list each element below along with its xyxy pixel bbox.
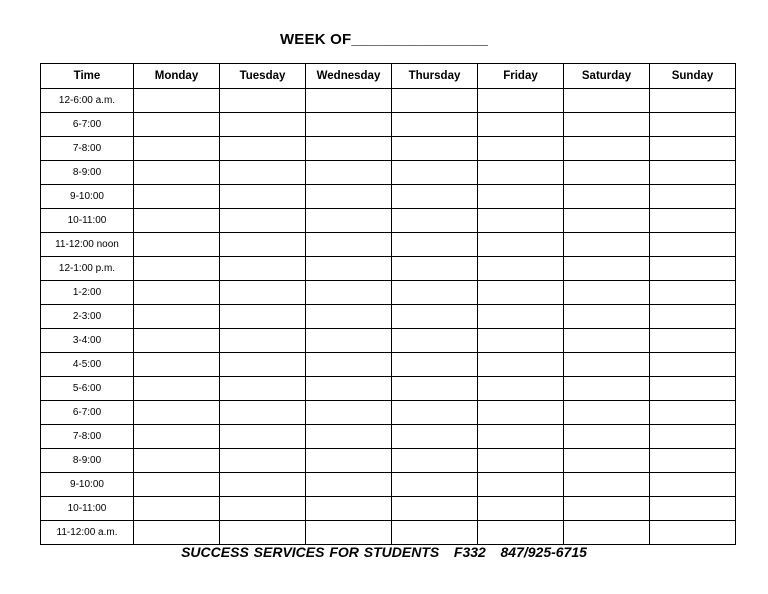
time-slot-label: 3-4:00 xyxy=(41,329,134,353)
schedule-cell-sunday[interactable] xyxy=(650,377,736,401)
schedule-cell-monday[interactable] xyxy=(134,185,220,209)
schedule-cell-friday[interactable] xyxy=(478,185,564,209)
time-slot-label: 11-12:00 noon xyxy=(41,233,134,257)
schedule-cell-wednesday[interactable] xyxy=(306,257,392,281)
schedule-cell-thursday[interactable] xyxy=(392,185,478,209)
time-slot-label: 4-5:00 xyxy=(41,353,134,377)
schedule-cell-sunday[interactable] xyxy=(650,401,736,425)
schedule-cell-tuesday[interactable] xyxy=(220,329,306,353)
schedule-cell-wednesday[interactable] xyxy=(306,161,392,185)
schedule-cell-wednesday[interactable] xyxy=(306,401,392,425)
schedule-cell-thursday[interactable] xyxy=(392,401,478,425)
schedule-cell-monday[interactable] xyxy=(134,281,220,305)
time-slot-label: 5-6:00 xyxy=(41,377,134,401)
footer-text: SUCCESS SERVICES FOR STUDENTS F332 847/925-6715 xyxy=(181,544,587,560)
schedule-cell-monday[interactable] xyxy=(134,497,220,521)
table-row xyxy=(41,497,736,521)
schedule-cell-thursday[interactable] xyxy=(392,353,478,377)
schedule-cell-thursday[interactable] xyxy=(392,449,478,473)
schedule-cell-tuesday[interactable] xyxy=(220,497,306,521)
schedule-cell-monday[interactable] xyxy=(134,113,220,137)
table-row xyxy=(41,209,736,233)
column-header-monday: Monday xyxy=(134,64,220,89)
schedule-cell-tuesday[interactable] xyxy=(220,305,306,329)
schedule-cell-sunday[interactable] xyxy=(650,353,736,377)
schedule-cell-sunday[interactable] xyxy=(650,305,736,329)
schedule-cell-sunday[interactable] xyxy=(650,209,736,233)
schedule-cell-friday[interactable] xyxy=(478,353,564,377)
schedule-cell-thursday[interactable] xyxy=(392,209,478,233)
schedule-cell-friday[interactable] xyxy=(478,209,564,233)
schedule-cell-tuesday[interactable] xyxy=(220,113,306,137)
schedule-cell-monday[interactable] xyxy=(134,257,220,281)
time-slot-label: 12-1:00 p.m. xyxy=(41,257,134,281)
schedule-cell-wednesday[interactable] xyxy=(306,329,392,353)
table-row xyxy=(41,113,736,137)
schedule-cell-wednesday[interactable] xyxy=(306,473,392,497)
schedule-cell-saturday[interactable] xyxy=(564,425,650,449)
schedule-cell-saturday[interactable] xyxy=(564,113,650,137)
schedule-cell-friday[interactable] xyxy=(478,137,564,161)
schedule-cell-thursday[interactable] xyxy=(392,161,478,185)
weekly-schedule-table xyxy=(40,63,736,545)
schedule-cell-monday[interactable] xyxy=(134,401,220,425)
schedule-cell-saturday[interactable] xyxy=(564,161,650,185)
column-header-wednesday: Wednesday xyxy=(306,64,392,89)
schedule-cell-thursday[interactable] xyxy=(392,521,478,545)
table-row xyxy=(41,305,736,329)
schedule-cell-sunday[interactable] xyxy=(650,497,736,521)
time-slot-label: 11-12:00 a.m. xyxy=(41,521,134,545)
schedule-cell-friday[interactable] xyxy=(478,305,564,329)
schedule-cell-friday[interactable] xyxy=(478,161,564,185)
table-row xyxy=(41,233,736,257)
schedule-cell-sunday[interactable] xyxy=(650,281,736,305)
schedule-cell-sunday[interactable] xyxy=(650,161,736,185)
schedule-cell-tuesday[interactable] xyxy=(220,137,306,161)
time-slot-label: 9-10:00 xyxy=(41,473,134,497)
schedule-cell-thursday[interactable] xyxy=(392,281,478,305)
table-row xyxy=(41,473,736,497)
schedule-cell-wednesday[interactable] xyxy=(306,137,392,161)
schedule-cell-friday[interactable] xyxy=(478,473,564,497)
schedule-cell-friday[interactable] xyxy=(478,281,564,305)
schedule-cell-monday[interactable] xyxy=(134,137,220,161)
schedule-cell-saturday[interactable] xyxy=(564,209,650,233)
schedule-cell-saturday[interactable] xyxy=(564,473,650,497)
table-row xyxy=(41,161,736,185)
schedule-cell-saturday[interactable] xyxy=(564,353,650,377)
time-slot-label: 2-3:00 xyxy=(41,305,134,329)
schedule-cell-saturday[interactable] xyxy=(564,497,650,521)
table-row xyxy=(41,89,736,113)
schedule-cell-sunday[interactable] xyxy=(650,425,736,449)
schedule-cell-saturday[interactable] xyxy=(564,305,650,329)
table-row xyxy=(41,353,736,377)
table-row xyxy=(41,377,736,401)
time-slot-label: 1-2:00 xyxy=(41,281,134,305)
schedule-cell-thursday[interactable] xyxy=(392,425,478,449)
schedule-cell-wednesday[interactable] xyxy=(306,281,392,305)
schedule-cell-tuesday[interactable] xyxy=(220,185,306,209)
schedule-cell-saturday[interactable] xyxy=(564,89,650,113)
schedule-cell-wednesday[interactable] xyxy=(306,89,392,113)
schedule-cell-tuesday[interactable] xyxy=(220,209,306,233)
schedule-cell-monday[interactable] xyxy=(134,521,220,545)
schedule-cell-wednesday[interactable] xyxy=(306,497,392,521)
schedule-cell-tuesday[interactable] xyxy=(220,425,306,449)
schedule-cell-sunday[interactable] xyxy=(650,473,736,497)
schedule-cell-saturday[interactable] xyxy=(564,377,650,401)
schedule-cell-friday[interactable] xyxy=(478,257,564,281)
schedule-cell-wednesday[interactable] xyxy=(306,449,392,473)
schedule-cell-monday[interactable] xyxy=(134,233,220,257)
schedule-cell-friday[interactable] xyxy=(478,449,564,473)
schedule-cell-monday[interactable] xyxy=(134,89,220,113)
schedule-cell-saturday[interactable] xyxy=(564,233,650,257)
schedule-cell-thursday[interactable] xyxy=(392,329,478,353)
schedule-cell-saturday[interactable] xyxy=(564,521,650,545)
time-slot-label: 8-9:00 xyxy=(41,161,134,185)
time-slot-label: 6-7:00 xyxy=(41,113,134,137)
schedule-cell-sunday[interactable] xyxy=(650,233,736,257)
schedule-cell-sunday[interactable] xyxy=(650,137,736,161)
column-header-sunday: Sunday xyxy=(650,64,736,89)
page-title: WEEK OF________________ xyxy=(279,31,489,48)
schedule-cell-thursday[interactable] xyxy=(392,89,478,113)
table-row xyxy=(41,137,736,161)
schedule-cell-tuesday[interactable] xyxy=(220,89,306,113)
schedule-cell-monday[interactable] xyxy=(134,209,220,233)
schedule-cell-sunday[interactable] xyxy=(650,329,736,353)
table-row xyxy=(41,329,736,353)
schedule-cell-saturday[interactable] xyxy=(564,185,650,209)
column-header-time: Time xyxy=(41,64,134,89)
schedule-cell-saturday[interactable] xyxy=(564,281,650,305)
schedule-cell-friday[interactable] xyxy=(478,89,564,113)
time-slot-label: 10-11:00 xyxy=(41,497,134,521)
schedule-cell-friday[interactable] xyxy=(478,497,564,521)
schedule-cell-thursday[interactable] xyxy=(392,497,478,521)
schedule-cell-saturday[interactable] xyxy=(564,137,650,161)
schedule-cell-saturday[interactable] xyxy=(564,329,650,353)
schedule-cell-wednesday[interactable] xyxy=(306,377,392,401)
schedule-cell-sunday[interactable] xyxy=(650,89,736,113)
table-row xyxy=(41,185,736,209)
table-row xyxy=(41,281,736,305)
schedule-cell-wednesday[interactable] xyxy=(306,113,392,137)
schedule-cell-tuesday[interactable] xyxy=(220,377,306,401)
schedule-cell-thursday[interactable] xyxy=(392,257,478,281)
time-slot-label: 9-10:00 xyxy=(41,185,134,209)
schedule-cell-thursday[interactable] xyxy=(392,377,478,401)
schedule-cell-monday[interactable] xyxy=(134,329,220,353)
schedule-cell-monday[interactable] xyxy=(134,449,220,473)
schedule-cell-saturday[interactable] xyxy=(564,449,650,473)
schedule-cell-tuesday[interactable] xyxy=(220,281,306,305)
schedule-cell-monday[interactable] xyxy=(134,377,220,401)
column-header-friday: Friday xyxy=(478,64,564,89)
column-header-tuesday: Tuesday xyxy=(220,64,306,89)
time-slot-label: 10-11:00 xyxy=(41,209,134,233)
schedule-cell-sunday[interactable] xyxy=(650,449,736,473)
schedule-cell-friday[interactable] xyxy=(478,425,564,449)
schedule-cell-tuesday[interactable] xyxy=(220,353,306,377)
time-slot-label: 6-7:00 xyxy=(41,401,134,425)
schedule-cell-sunday[interactable] xyxy=(650,521,736,545)
schedule-cell-tuesday[interactable] xyxy=(220,521,306,545)
header-row xyxy=(41,64,736,89)
schedule-cell-monday[interactable] xyxy=(134,473,220,497)
schedule-cell-thursday[interactable] xyxy=(392,113,478,137)
schedule-cell-thursday[interactable] xyxy=(392,473,478,497)
schedule-cell-friday[interactable] xyxy=(478,233,564,257)
schedule-cell-saturday[interactable] xyxy=(564,257,650,281)
footer-contact xyxy=(0,544,768,560)
schedule-cell-sunday[interactable] xyxy=(650,257,736,281)
schedule-cell-wednesday[interactable] xyxy=(306,209,392,233)
schedule-cell-friday[interactable] xyxy=(478,401,564,425)
schedule-cell-tuesday[interactable] xyxy=(220,449,306,473)
schedule-body xyxy=(41,89,736,545)
schedule-cell-thursday[interactable] xyxy=(392,233,478,257)
column-header-thursday: Thursday xyxy=(392,64,478,89)
schedule-cell-tuesday[interactable] xyxy=(220,233,306,257)
table-row xyxy=(41,401,736,425)
time-slot-label: 8-9:00 xyxy=(41,449,134,473)
schedule-cell-friday[interactable] xyxy=(478,329,564,353)
schedule-cell-sunday[interactable] xyxy=(650,113,736,137)
schedule-cell-monday[interactable] xyxy=(134,161,220,185)
schedule-cell-wednesday[interactable] xyxy=(306,305,392,329)
schedule-cell-tuesday[interactable] xyxy=(220,257,306,281)
time-slot-label: 12-6:00 a.m. xyxy=(41,89,134,113)
schedule-cell-tuesday[interactable] xyxy=(220,473,306,497)
table-row xyxy=(41,521,736,545)
schedule-cell-wednesday[interactable] xyxy=(306,353,392,377)
table-row xyxy=(41,257,736,281)
schedule-cell-wednesday[interactable] xyxy=(306,425,392,449)
schedule-cell-monday[interactable] xyxy=(134,305,220,329)
column-header-saturday: Saturday xyxy=(564,64,650,89)
schedule-cell-wednesday[interactable] xyxy=(306,185,392,209)
table-row xyxy=(41,425,736,449)
time-slot-label: 7-8:00 xyxy=(41,425,134,449)
schedule-cell-tuesday[interactable] xyxy=(220,161,306,185)
schedule-cell-wednesday[interactable] xyxy=(306,233,392,257)
table-row xyxy=(41,449,736,473)
schedule-cell-tuesday[interactable] xyxy=(220,401,306,425)
schedule-cell-friday[interactable] xyxy=(478,521,564,545)
schedule-cell-sunday[interactable] xyxy=(650,185,736,209)
time-slot-label: 7-8:00 xyxy=(41,137,134,161)
schedule-cell-monday[interactable] xyxy=(134,425,220,449)
schedule-cell-thursday[interactable] xyxy=(392,305,478,329)
schedule-cell-wednesday[interactable] xyxy=(306,521,392,545)
schedule-cell-friday[interactable] xyxy=(478,377,564,401)
schedule-cell-saturday[interactable] xyxy=(564,401,650,425)
schedule-cell-monday[interactable] xyxy=(134,353,220,377)
schedule-cell-friday[interactable] xyxy=(478,113,564,137)
schedule-cell-thursday[interactable] xyxy=(392,137,478,161)
